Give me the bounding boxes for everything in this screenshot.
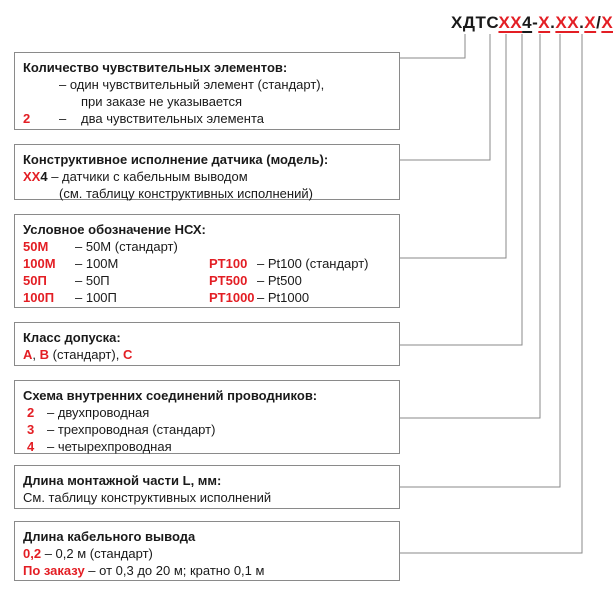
box-nsx bbox=[14, 214, 400, 308]
code-dash: - bbox=[532, 13, 539, 32]
option-dash: – bbox=[59, 111, 67, 126]
option-text: – трехпроводная (стандарт) bbox=[47, 422, 216, 437]
option-code: 100П bbox=[23, 290, 55, 305]
option-code: 100М bbox=[23, 256, 56, 271]
option-code: 50П bbox=[23, 273, 47, 288]
option-cable-model bbox=[23, 168, 391, 185]
option-text: – 0,2 м (стандарт) bbox=[41, 546, 153, 561]
box-tolerance bbox=[14, 322, 400, 366]
connector-model bbox=[400, 34, 490, 160]
option-code: 2 bbox=[23, 111, 31, 126]
connector-nsx bbox=[400, 34, 506, 258]
option-one-element: – один чувствительный элемент (стандарт), bbox=[59, 77, 325, 92]
option-code bbox=[209, 238, 257, 255]
option-code: PT500 bbox=[209, 273, 248, 288]
nsx-row bbox=[23, 272, 391, 289]
option-text: – 50М (стандарт) bbox=[75, 239, 178, 254]
nsx-row bbox=[23, 289, 391, 306]
box-cable bbox=[14, 521, 400, 581]
option-note: (см. таблицу конструктивных исполнений) bbox=[59, 186, 313, 201]
connector-length bbox=[400, 34, 560, 487]
box-title: Количество чувствительных элементов: bbox=[23, 60, 288, 75]
option-text: – четырехпроводная bbox=[47, 439, 172, 454]
option-code: ХХ bbox=[23, 169, 41, 184]
tolerance-options bbox=[23, 346, 391, 363]
box-model bbox=[14, 144, 400, 200]
option-code-b: В bbox=[39, 347, 50, 362]
option-text: – датчики с кабельным выводом bbox=[47, 169, 248, 184]
option-code: По заказу bbox=[23, 563, 85, 578]
connector-elements bbox=[400, 34, 465, 58]
code-cable: Х bbox=[601, 13, 613, 32]
code-nsx: Х bbox=[538, 13, 551, 32]
nsx-row bbox=[23, 255, 391, 272]
standard-note: (стандарт), bbox=[49, 347, 123, 362]
connector-cable bbox=[400, 34, 582, 553]
code-model: ХХ bbox=[498, 13, 523, 32]
option-code: PT100 bbox=[209, 256, 248, 271]
option-two-elements bbox=[23, 110, 391, 127]
box-title: Длина монтажной части L, мм: bbox=[23, 473, 222, 488]
option-text: – двухпроводная bbox=[47, 405, 150, 420]
box-length bbox=[14, 465, 400, 509]
order-code bbox=[451, 13, 613, 33]
code-dot-2: . bbox=[579, 13, 585, 32]
option-text bbox=[257, 238, 391, 255]
option-text: – Pt500 bbox=[257, 273, 302, 288]
option-code: 0,2 bbox=[23, 546, 42, 561]
code-prefix: ХДТС bbox=[451, 13, 499, 32]
option-code-suffix: 4 bbox=[40, 169, 48, 184]
option-text: – 50П bbox=[75, 273, 110, 288]
box-title: Длина кабельного вывода bbox=[23, 529, 196, 544]
option-code: 4 bbox=[27, 439, 35, 454]
box-sensing-elements bbox=[14, 52, 400, 130]
code-dot-1: . bbox=[550, 13, 556, 32]
cable-custom bbox=[23, 562, 391, 579]
option-text: – Pt100 (стандарт) bbox=[257, 256, 369, 271]
option-text: два чувствительных элемента bbox=[81, 111, 264, 126]
code-model-suffix: 4 bbox=[522, 13, 533, 32]
code-slash: / bbox=[596, 13, 602, 32]
box-title: Схема внутренних соединений проводников: bbox=[23, 388, 318, 403]
option-text: – от 0,3 до 20 м; кратно 0,1 м bbox=[84, 563, 265, 578]
box-title: Конструктивное исполнение датчика (модель): bbox=[23, 152, 329, 167]
option-code-a: А bbox=[23, 347, 33, 362]
option-text: – Pt1000 bbox=[257, 290, 310, 305]
nsx-row bbox=[23, 238, 391, 255]
option-one-element-note: при заказе не указывается bbox=[81, 94, 243, 109]
option-code: 3 bbox=[27, 422, 35, 437]
option-text: – 100М bbox=[75, 256, 119, 271]
connector-tolerance bbox=[400, 34, 522, 345]
box-wiring bbox=[14, 380, 400, 454]
option-text: – 100П bbox=[75, 290, 117, 305]
connector-wiring bbox=[400, 34, 540, 418]
option-code: 2 bbox=[27, 405, 35, 420]
wiring-row bbox=[23, 404, 391, 421]
option-code: 50М bbox=[23, 239, 49, 254]
length-note: См. таблицу конструктивных исполнений bbox=[23, 490, 272, 505]
wiring-row bbox=[23, 438, 391, 455]
separator: , bbox=[32, 347, 40, 362]
box-title: Условное обозначение НСХ: bbox=[23, 222, 206, 237]
option-code: PT1000 bbox=[209, 290, 255, 305]
option-code-c: С bbox=[122, 347, 133, 362]
code-length: Х bbox=[584, 13, 597, 32]
wiring-row bbox=[23, 421, 391, 438]
box-title: Класс допуска: bbox=[23, 330, 121, 345]
cable-standard bbox=[23, 545, 391, 562]
code-tolerance-wiring: ХХ bbox=[555, 13, 580, 32]
